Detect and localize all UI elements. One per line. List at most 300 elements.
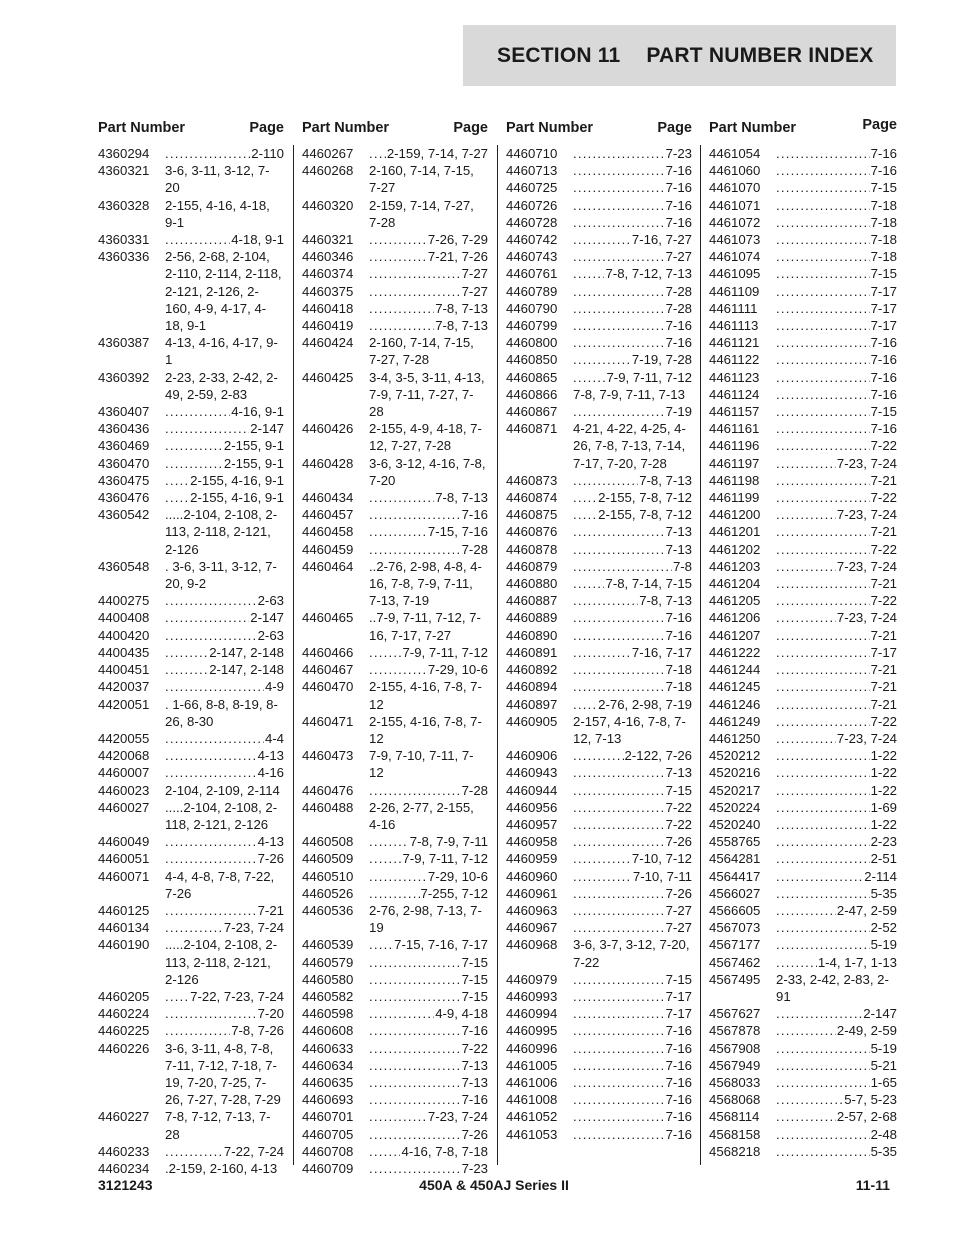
page-reference	[573, 472, 692, 489]
index-entry	[302, 1160, 488, 1177]
page-values: . 3-6, 3-11, 3-12, 7-20, 9-2	[165, 558, 277, 592]
page-values: 2-155, 4-16, 4-18, 9-1	[165, 197, 270, 230]
page-values: 1-22	[870, 765, 897, 781]
page-reference	[165, 936, 284, 988]
dot-leader	[573, 403, 665, 420]
part-number: 4461198	[709, 472, 760, 488]
page-values: 4-9	[264, 679, 284, 695]
page-values: 7-19, 7-28	[631, 352, 692, 368]
dot-leader	[573, 558, 672, 575]
dot-leader	[573, 506, 597, 523]
dot-leader	[165, 437, 223, 454]
dot-leader	[776, 627, 870, 644]
part-number: 4460943	[506, 765, 558, 781]
dot-leader	[165, 472, 189, 489]
part-number: 4460608	[302, 1023, 354, 1039]
dot-leader	[776, 833, 870, 850]
index-entry	[506, 988, 692, 1005]
page-reference	[573, 1022, 692, 1039]
index-entry	[98, 1108, 284, 1142]
page-reference	[573, 145, 692, 162]
dot-leader	[573, 816, 665, 833]
index-entry	[302, 369, 488, 421]
page-values: .....2-104, 2-108, 2-118, 2-121, 2-126	[165, 799, 278, 832]
page-reference	[369, 248, 488, 265]
page-values: 2-159, 7-14, 7-27	[386, 146, 488, 161]
part-number: 4460007	[98, 765, 150, 781]
page-reference	[573, 334, 692, 351]
page-reference	[573, 971, 692, 988]
page-reference	[776, 386, 897, 403]
page-reference	[573, 214, 692, 231]
page-reference	[776, 816, 897, 833]
page-reference	[573, 764, 692, 781]
part-number: 4461121	[709, 335, 760, 351]
dot-leader	[165, 455, 223, 472]
part-number: 4460979	[506, 971, 558, 987]
page-values: 7-16	[665, 163, 692, 179]
page-reference	[573, 902, 692, 919]
dot-leader	[165, 644, 208, 661]
page-reference	[776, 627, 897, 644]
part-number: 4400275	[98, 593, 150, 609]
index-entry	[709, 1040, 897, 1057]
index-entry	[302, 678, 488, 712]
index-entry	[709, 1091, 897, 1108]
dot-leader	[165, 902, 257, 919]
dot-leader	[776, 1057, 870, 1074]
part-number: 4460488	[302, 799, 354, 815]
page-reference	[369, 902, 488, 936]
page-reference	[776, 317, 897, 334]
part-number: 4460693	[302, 1092, 354, 1108]
index-entry	[98, 1005, 284, 1022]
page-reference	[165, 730, 284, 747]
part-number: 4460894	[506, 679, 558, 695]
index-entry	[709, 661, 897, 678]
page-values: 7-26	[665, 885, 692, 901]
part-number: 4460956	[506, 799, 558, 815]
part-number: 4360387	[98, 335, 150, 351]
index-entry	[709, 575, 897, 592]
dot-leader	[165, 592, 257, 609]
index-entry	[98, 1143, 284, 1160]
index-entry	[98, 369, 284, 403]
index-entry	[709, 472, 897, 489]
part-number: 4460470	[302, 679, 354, 695]
part-number: 4461111	[709, 300, 758, 316]
page-reference	[165, 403, 284, 420]
dot-leader	[776, 145, 870, 162]
index-entry	[302, 541, 488, 558]
index-entry	[98, 902, 284, 919]
dot-leader	[776, 1091, 843, 1108]
dot-leader	[776, 782, 870, 799]
part-number: 4461202	[709, 541, 761, 557]
index-entry	[709, 179, 897, 196]
index-entry	[98, 919, 284, 936]
part-number: 4460968	[506, 937, 558, 953]
page-reference	[573, 403, 692, 420]
dot-leader	[776, 162, 870, 179]
page-reference	[573, 868, 692, 885]
part-number: 4460959	[506, 851, 558, 867]
header-part-number: Part Number	[98, 120, 186, 136]
part-number: 4461060	[709, 163, 761, 179]
part-number: 4460865	[506, 369, 558, 385]
part-number: 4460725	[506, 180, 558, 196]
dot-leader	[573, 575, 604, 592]
page-reference	[776, 885, 897, 902]
page-reference	[369, 1091, 488, 1108]
page-values: 7-21	[870, 472, 897, 488]
index-entry	[506, 179, 692, 196]
index-entry	[709, 558, 897, 575]
index-entry	[302, 1143, 488, 1160]
page-reference	[165, 782, 284, 799]
index-entry	[709, 1074, 897, 1091]
page-values: 2-110	[251, 146, 284, 161]
dot-leader	[776, 265, 870, 282]
page-reference	[776, 954, 897, 971]
index-entry	[709, 437, 897, 454]
part-number: 4460876	[506, 524, 558, 540]
page-reference	[776, 782, 897, 799]
page-reference	[369, 369, 488, 421]
page-values: 7-17	[870, 644, 897, 660]
dot-leader	[165, 678, 264, 695]
dot-leader	[165, 661, 208, 678]
page-values: 1-4, 1-7, 1-13	[817, 954, 897, 970]
part-number: 4460125	[98, 902, 150, 918]
page-values: 7-23, 7-24	[836, 730, 897, 746]
page-values: 7-13	[665, 541, 692, 557]
dot-leader	[573, 489, 597, 506]
page-reference	[165, 489, 284, 506]
page-reference	[165, 558, 284, 592]
index-entry	[506, 833, 692, 850]
index-entry	[506, 661, 692, 678]
index-entry	[709, 248, 897, 265]
index-entry	[98, 696, 284, 730]
page-values: 2-48	[870, 1126, 897, 1142]
part-number: 4460321	[302, 232, 354, 248]
dot-leader	[573, 300, 665, 317]
dot-leader	[369, 1074, 461, 1091]
dot-leader	[369, 145, 386, 162]
page-reference	[165, 644, 284, 661]
part-number: 4400435	[98, 644, 150, 660]
page-reference	[165, 506, 284, 558]
dot-leader	[776, 661, 870, 678]
dot-leader	[369, 248, 427, 265]
dot-leader	[369, 868, 427, 885]
page-values: 7-16	[665, 318, 692, 334]
index-entry	[709, 816, 897, 833]
index-entry	[302, 609, 488, 643]
part-number: 4360548	[98, 558, 150, 574]
dot-leader	[776, 523, 870, 540]
index-entry	[506, 145, 692, 162]
page-values: 7-27	[461, 283, 488, 299]
part-number: 4461095	[709, 266, 761, 282]
page-values: 7-8, 7-13	[435, 490, 488, 506]
page-reference	[776, 248, 897, 265]
page-values: 4-13, 4-16, 4-17, 9-1	[165, 335, 278, 368]
index-entry	[302, 489, 488, 506]
part-number: 4460874	[506, 490, 558, 506]
page-reference	[573, 231, 692, 248]
page-reference	[369, 1040, 488, 1057]
page-reference	[369, 1057, 488, 1074]
index-entry	[506, 541, 692, 558]
dot-leader	[573, 1074, 665, 1091]
index-entry	[302, 1005, 488, 1022]
part-number: 4461199	[709, 490, 760, 506]
page-reference	[369, 988, 488, 1005]
part-number: 4360294	[98, 146, 150, 161]
part-number: 4460459	[302, 541, 354, 557]
part-number: 4460963	[506, 902, 558, 918]
dot-leader	[776, 575, 870, 592]
page-values: 1-22	[870, 748, 897, 764]
page-reference	[369, 936, 488, 953]
part-number: 4461249	[709, 713, 761, 729]
page-values: 7-16	[665, 1023, 692, 1039]
dot-leader	[369, 231, 427, 248]
part-number: 4460419	[302, 318, 354, 334]
dot-leader	[776, 420, 870, 437]
page-values: 7-16	[665, 214, 692, 230]
part-number: 4460190	[98, 937, 150, 953]
dot-leader	[165, 730, 264, 747]
dot-leader	[165, 627, 257, 644]
page-reference	[776, 541, 897, 558]
section-number: SECTION 11	[497, 43, 621, 67]
index-entry	[506, 971, 692, 988]
page-reference	[573, 420, 692, 472]
page-reference	[573, 386, 692, 403]
page-values: 2-51	[870, 851, 897, 867]
header-page: Page	[249, 120, 284, 136]
index-entry	[98, 592, 284, 609]
page-values: 7-23, 7-24	[427, 1109, 488, 1125]
index-entry	[302, 265, 488, 282]
index-entry	[98, 455, 284, 472]
part-number: 4460634	[302, 1057, 354, 1073]
page-reference	[573, 575, 692, 592]
index-rows	[709, 145, 897, 1160]
page-reference	[573, 661, 692, 678]
dot-leader	[369, 300, 434, 317]
page-values: 2-49, 2-59	[836, 1023, 897, 1039]
dot-leader	[776, 954, 817, 971]
page-values: 7-8, 7-12, 7-13, 7-28	[165, 1109, 271, 1142]
index-entry	[506, 197, 692, 214]
part-number: 4460466	[302, 644, 354, 660]
page-values: 7-10, 7-11	[632, 868, 692, 884]
page-reference	[573, 541, 692, 558]
dot-leader	[573, 644, 631, 661]
part-number: 4460957	[506, 816, 558, 832]
dot-leader	[573, 678, 665, 695]
page-values: 1-22	[870, 816, 897, 832]
dot-leader	[369, 782, 461, 799]
page-reference	[369, 868, 488, 885]
page-reference	[573, 592, 692, 609]
part-number: 4460944	[506, 782, 558, 798]
page-reference	[776, 437, 897, 454]
page-values: 5-35	[870, 885, 897, 901]
page-values: 2-52	[870, 920, 897, 936]
part-number: 4460226	[98, 1040, 150, 1056]
page-values: 2-23, 2-33, 2-42, 2-49, 2-59, 2-83	[165, 369, 278, 402]
part-number: 4360407	[98, 404, 150, 420]
dot-leader	[369, 1126, 461, 1143]
page-values: 7-22	[665, 816, 692, 832]
page-reference	[573, 558, 692, 575]
page-values: 7-23, 7-24	[836, 558, 897, 574]
part-number: 4461113	[709, 318, 759, 334]
part-number: 4461008	[506, 1092, 558, 1108]
page-reference	[776, 1126, 897, 1143]
part-number: 4460224	[98, 1006, 150, 1022]
index-entry	[302, 747, 488, 781]
page-values: .2-159, 2-160, 4-13	[165, 1160, 278, 1176]
part-number: 4460434	[302, 490, 354, 506]
dot-leader	[369, 265, 461, 282]
part-number: 4460374	[302, 266, 354, 282]
page-reference	[573, 1074, 692, 1091]
index-entry	[506, 506, 692, 523]
page-reference	[369, 747, 488, 781]
page-reference	[369, 231, 488, 248]
index-entry	[98, 162, 284, 196]
part-number: 4460890	[506, 627, 558, 643]
dot-leader	[369, 489, 434, 506]
index-entry	[506, 472, 692, 489]
page-values: 7-27	[665, 249, 692, 265]
part-number: 4461072	[709, 214, 761, 230]
dot-leader	[369, 506, 461, 523]
dot-leader	[776, 300, 870, 317]
page-reference	[776, 919, 897, 936]
page-values: ..2-76, 2-98, 4-8, 4-16, 7-8, 7-9, 7-11, 7-13, 7-19	[369, 558, 482, 609]
column-header	[506, 117, 692, 145]
index-entry	[506, 334, 692, 351]
index-entry	[506, 1074, 692, 1091]
part-number: 4420055	[98, 730, 150, 746]
page-reference	[573, 782, 692, 799]
part-number: 4461244	[709, 662, 761, 678]
part-number: 4460960	[506, 868, 558, 884]
part-number: 4461245	[709, 679, 761, 695]
dot-leader	[165, 489, 189, 506]
dot-leader	[573, 162, 665, 179]
index-entry	[709, 1005, 897, 1022]
part-number: 4461222	[709, 644, 761, 660]
dot-leader	[165, 764, 257, 781]
index-entry	[709, 334, 897, 351]
page-values: 7-10, 7-12	[631, 851, 692, 867]
dot-leader	[776, 317, 870, 334]
page-reference	[776, 523, 897, 540]
page-reference	[369, 558, 488, 610]
part-number: 4460023	[98, 782, 150, 798]
page-reference	[776, 162, 897, 179]
dot-leader	[573, 472, 638, 489]
dot-leader	[369, 988, 461, 1005]
page-values: 7-16, 7-17	[631, 644, 692, 660]
page-values: 7-16, 7-27	[631, 232, 692, 248]
part-number: 4460536	[302, 902, 354, 918]
index-entry	[302, 661, 488, 678]
page-values: 4-13	[257, 748, 284, 764]
index-entry	[302, 145, 488, 162]
part-number: 4460426	[302, 421, 354, 437]
page-reference	[369, 317, 488, 334]
part-number: 4461054	[709, 146, 761, 161]
part-number: 4461246	[709, 696, 761, 712]
page-values: 7-27	[665, 902, 692, 918]
part-number: 4460428	[302, 455, 354, 471]
index-entry	[302, 558, 488, 610]
index-entry	[709, 782, 897, 799]
page-reference	[573, 162, 692, 179]
page-values: 7-16	[665, 197, 692, 213]
page-values: 2-23	[870, 834, 897, 850]
page-reference	[776, 455, 897, 472]
part-number: 4360321	[98, 163, 150, 179]
page-values: 2-147	[250, 421, 284, 437]
dot-leader	[573, 661, 665, 678]
dot-leader	[776, 868, 863, 885]
index-entry	[506, 782, 692, 799]
dot-leader	[776, 592, 870, 609]
section-title: PART NUMBER INDEX	[646, 43, 874, 67]
part-number: 4460709	[302, 1160, 354, 1176]
page-reference	[776, 489, 897, 506]
index-column-3	[506, 117, 692, 1143]
page-values: 7-18	[870, 232, 897, 248]
page-reference	[165, 420, 284, 437]
page-values: .....2-104, 2-108, 2-113, 2-118, 2-121, 2-126	[165, 507, 278, 557]
dot-leader	[776, 1126, 870, 1143]
page-values: 7-16	[665, 1057, 692, 1073]
page-values: 3-6, 3-12, 4-16, 7-8, 7-20	[369, 455, 486, 488]
page-reference	[573, 713, 692, 747]
part-number: 4360475	[98, 472, 150, 488]
page-reference	[573, 300, 692, 317]
page-reference	[165, 764, 284, 781]
index-entry	[709, 523, 897, 540]
page-values: 7-16	[870, 335, 897, 351]
index-entry	[709, 197, 897, 214]
page-reference	[165, 145, 284, 162]
page-values: 7-16	[665, 1109, 692, 1125]
dot-leader	[369, 850, 401, 867]
page-reference	[573, 506, 692, 523]
index-entry	[302, 300, 488, 317]
page-values: 7-29, 10-6	[427, 868, 488, 884]
dot-leader	[369, 954, 461, 971]
page-reference	[776, 833, 897, 850]
page-reference	[573, 816, 692, 833]
index-entry	[302, 971, 488, 988]
dot-leader	[776, 437, 870, 454]
page-values: 2-155, 9-1	[223, 455, 284, 471]
part-number: 4568218	[709, 1143, 761, 1159]
